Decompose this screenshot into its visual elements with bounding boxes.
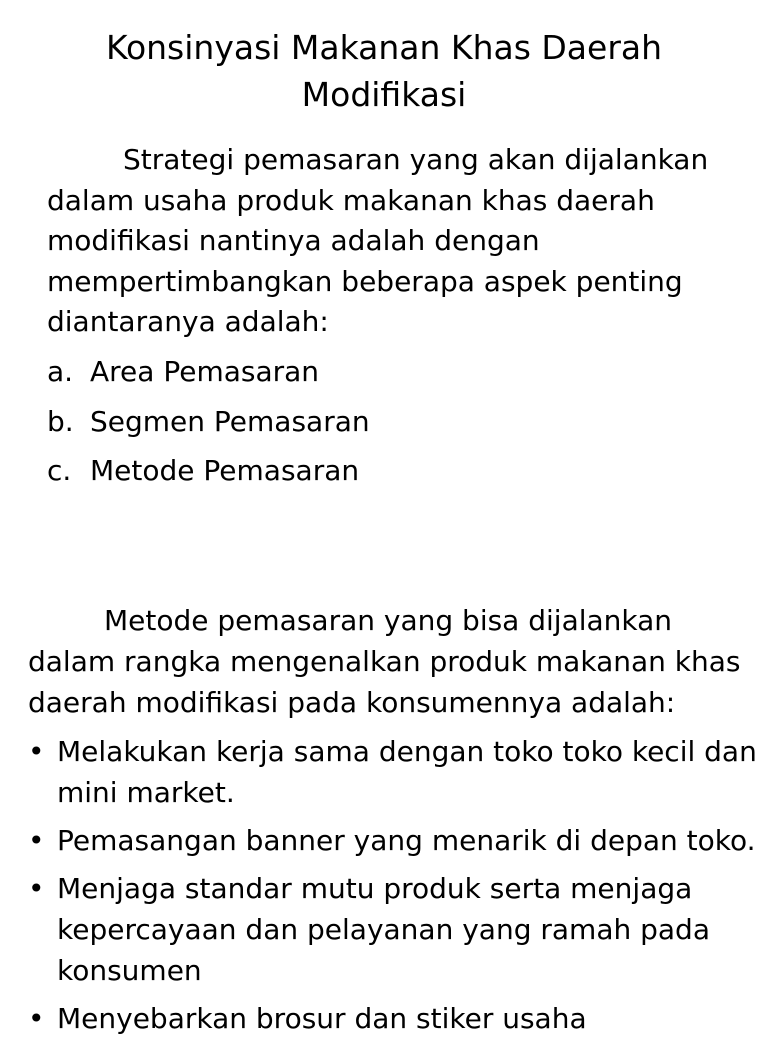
bullet-icon: • xyxy=(28,824,45,857)
list-item xyxy=(47,352,747,402)
list-item xyxy=(47,451,747,501)
list-marker: a. xyxy=(47,355,74,388)
bullet-icon: • xyxy=(28,872,45,905)
aspect-list xyxy=(47,352,747,501)
methods-intro-paragraph: Metode pemasaran yang bisa dijalankan dalam rangka mengenalkan produk makanan khas daerah modifikasi pada konsumennya adalah: xyxy=(28,604,741,719)
list-item-text: Area Pemasaran xyxy=(90,355,320,388)
list-item-text: Menyebarkan brosur dan stiker usaha xyxy=(57,1002,587,1035)
bullet-icon: • xyxy=(28,1002,45,1035)
intro-paragraph: Strategi pemasaran yang akan dijalankan dalam usaha produk makanan khas daerah modifikasi nantinya adalah dengan mempertimbangkan beberapa aspek penting diantaranya adalah: xyxy=(47,143,709,338)
bullet-icon: • xyxy=(28,735,45,768)
list-item xyxy=(28,868,758,991)
list-marker: b. xyxy=(47,404,74,438)
list-item-text: Metode Pemasaran xyxy=(90,454,360,487)
list-item xyxy=(28,998,758,1039)
list-item xyxy=(28,820,758,861)
title-line-2: Modifikasi xyxy=(301,75,467,114)
list-item xyxy=(28,731,758,813)
list-item-text: Menjaga standar mutu produk serta menjaga kepercayaan dan pelayanan yang ramah pada konsumen xyxy=(57,872,710,987)
page-title xyxy=(40,24,728,118)
list-item-text: Melakukan kerja sama dengan toko toko kecil dan mini market. xyxy=(57,735,757,809)
list-item xyxy=(47,402,747,452)
list-marker: c. xyxy=(47,454,72,487)
list-item-text: Pemasangan banner yang menarik di depan toko. xyxy=(57,824,756,857)
method-list xyxy=(28,731,758,1046)
title-line-1: Konsinyasi Makanan Khas Daerah xyxy=(105,28,663,67)
list-item-text: Segmen Pemasaran xyxy=(90,404,370,438)
